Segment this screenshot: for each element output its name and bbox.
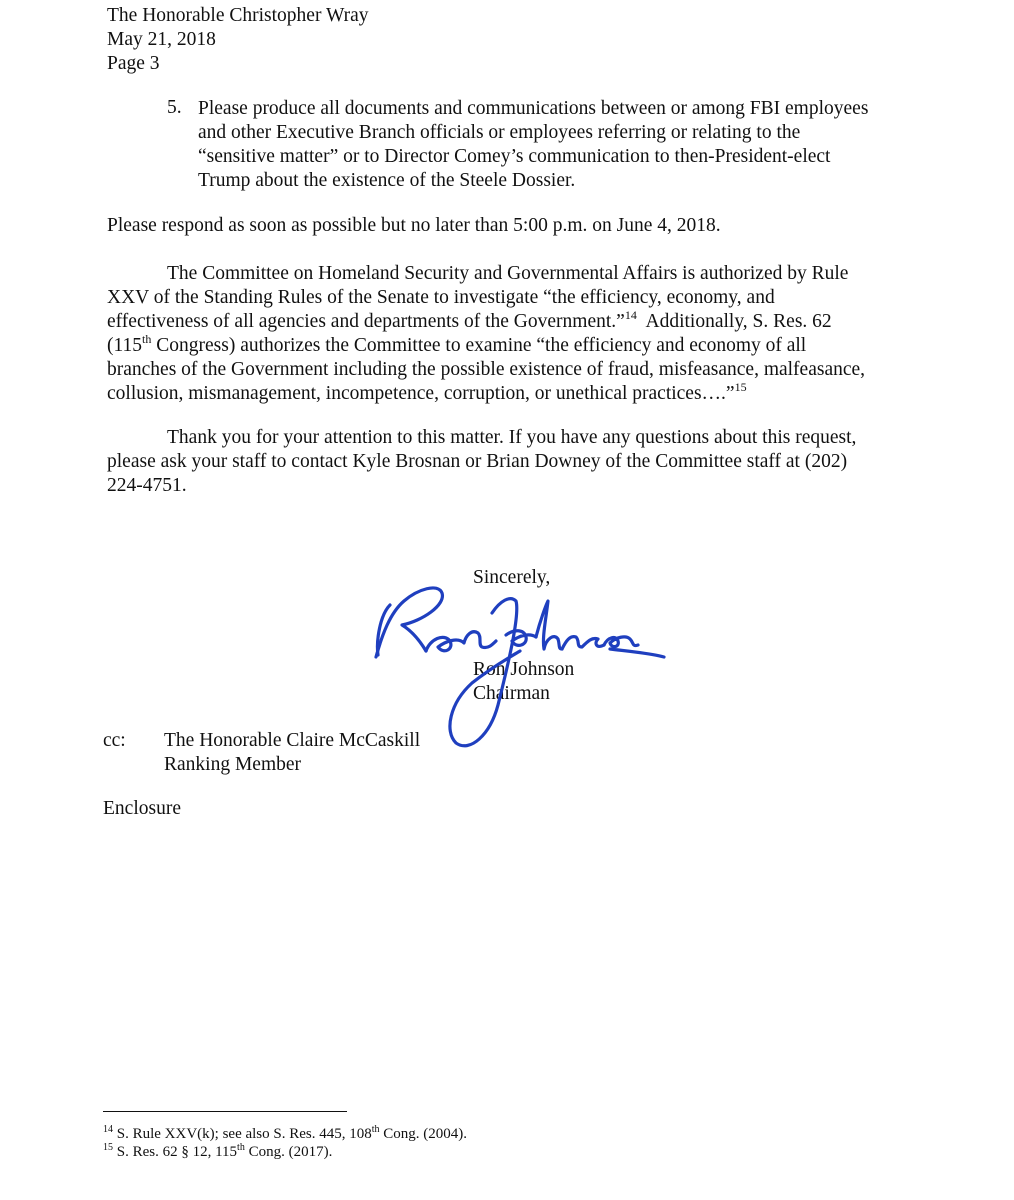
authority-text: collusion, mismanagement, incompetence, corruption, or unethical practices….” — [107, 383, 735, 404]
superscript-th: th — [142, 332, 152, 346]
item-text — [198, 97, 928, 193]
item-line: Trump about the existence of the Steele Dossier. — [198, 170, 576, 191]
authority-text: (115 — [107, 335, 143, 356]
authority-line: The Committee on Homeland Security and Governmental Affairs is authorized by Rule — [167, 263, 849, 284]
authority-line — [107, 382, 927, 406]
authority-text: Additionally, S. Res. 62 — [645, 311, 832, 332]
footnote-ref-14: 14 — [624, 308, 637, 322]
superscript-th: th — [237, 1142, 245, 1153]
header-date: May 21, 2018 — [107, 29, 216, 50]
superscript-th: th — [371, 1124, 380, 1135]
header-page: Page 3 — [107, 53, 160, 74]
authority-line: XXV of the Standing Rules of the Senate to investigate “the efficiency, economy, and — [107, 287, 775, 308]
signer-name: Ron Johnson — [473, 659, 575, 680]
authority-paragraph — [107, 262, 927, 406]
thanks-line: please ask your staff to contact Kyle Brosnan or Brian Downey of the Committee staff at (202) — [107, 451, 848, 472]
footnote-14 — [103, 1124, 467, 1144]
authority-line — [107, 334, 927, 358]
cc-name: The Honorable Claire McCaskill — [164, 730, 421, 751]
authority-text: effectiveness of all agencies and departments of the Government.” — [107, 311, 625, 332]
thanks-line: Thank you for your attention to this matter. If you have any questions about this request, — [167, 427, 857, 448]
enclosure-label: Enclosure — [103, 798, 181, 819]
footnote-text: Cong. (2004). — [383, 1126, 468, 1142]
cc-recipient — [164, 729, 420, 777]
footnote-text: S. Res. 62 § 12, 115 — [116, 1144, 238, 1160]
footnote-ref-15: 15 — [734, 380, 747, 394]
item-line: and other Executive Branch officials or employees referring or relating to the — [198, 122, 801, 143]
respond-line: Please respond as soon as possible but no later than 5:00 p.m. on June 4, 2018. — [107, 215, 721, 236]
thanks-paragraph — [107, 426, 927, 498]
authority-line: branches of the Government including the possible existence of fraud, misfeasance, malfeasance, — [107, 359, 866, 380]
footnote-text: Cong. (2017). — [248, 1144, 333, 1160]
cc-role: Ranking Member — [164, 754, 302, 775]
authority-text: Congress) authorizes the Committee to examine “the efficiency and economy of all — [156, 335, 807, 356]
item-line: “sensitive matter” or to Director Comey’s communication to then-President-elect — [198, 146, 831, 167]
closing-salutation: Sincerely, — [473, 567, 551, 588]
item-line: Please produce all documents and communications between or among FBI employees — [198, 98, 869, 119]
footnote-number: 15 — [103, 1142, 113, 1153]
footnote-text: S. Rule XXV(k); see also S. Res. 445, 108 — [116, 1126, 372, 1142]
item-number: 5. — [167, 97, 182, 118]
signer-title: Chairman — [473, 683, 550, 704]
footnote-number: 14 — [103, 1124, 113, 1135]
footnote-divider — [103, 1111, 347, 1112]
header-addressee: The Honorable Christopher Wray — [107, 5, 369, 26]
respond-paragraph — [107, 214, 927, 238]
authority-line — [107, 310, 927, 334]
cc-label: cc: — [103, 730, 126, 751]
thanks-line: 224-4751. — [107, 475, 187, 496]
footnote-15 — [103, 1142, 332, 1162]
